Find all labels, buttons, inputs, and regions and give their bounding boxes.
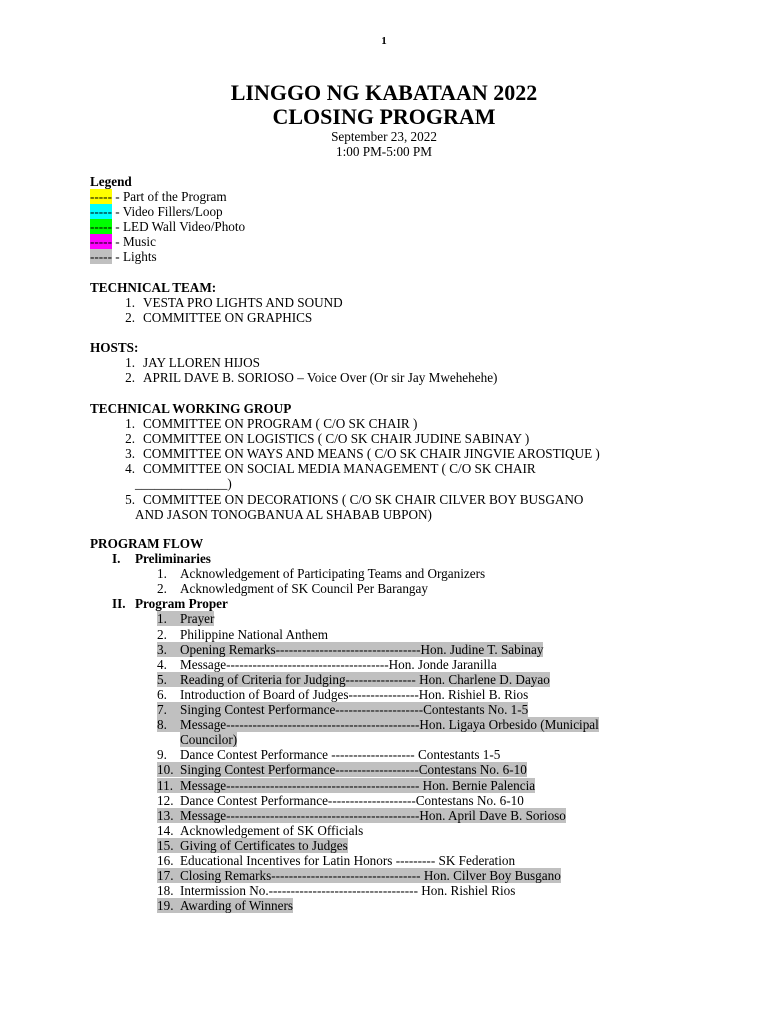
section-heading (90, 551, 768, 566)
program-item-text: Singing Contest Performance-------------------Contestans No. 6-10 (180, 762, 527, 778)
list-item: 2. APRIL DAVE B. SORIOSO – Voice Over (Or sir Jay Mwehehehe) (125, 370, 498, 386)
section-heading (90, 596, 768, 611)
program-item-text: Dance Contest Performance ------------------- Contestants 1-5 (180, 747, 501, 763)
legend-label: - Music (111, 234, 156, 250)
program-item: 2. Philippine National Anthem (157, 626, 328, 642)
event-time: 1:00 PM-5:00 PM (336, 144, 432, 159)
program-item: 16. Educational Incentives for Latin Honors --------- SK Federation (157, 852, 516, 868)
list-item: 1. VESTA PRO LIGHTS AND SOUND (125, 295, 343, 311)
event-date: September 23, 2022 (331, 129, 437, 144)
list-item: 2. COMMITTEE ON GRAPHICS (125, 310, 313, 326)
hosts-heading: HOSTS: (90, 340, 139, 355)
program-item: 13. Message--------------------------------------------Hon. April Dave B. Sorioso (157, 807, 566, 823)
list-item-text: COMMITTEE ON PROGRAM ( C/O SK CHAIR ) (143, 416, 418, 432)
program-item-text: Introduction of Board of Judges----------------Hon. Rishiel B. Rios (180, 686, 529, 702)
program-item: 5. Reading of Criteria for Judging---------------- Hon. Charlene D. Dayao (157, 671, 550, 687)
legend-item (90, 189, 768, 204)
legend-swatch-green: ----- (90, 219, 112, 235)
program-item: 4. Message-------------------------------------Hon. Jonde Jaranilla (157, 656, 497, 672)
list-item-text: VESTA PRO LIGHTS AND SOUND (143, 295, 343, 311)
legend-swatch-gray: ----- (90, 249, 112, 265)
program-item: 11. Message-------------------------------------------- Hon. Bernie Palencia (157, 777, 536, 793)
program-item-text: Reading of Criteria for Judging---------------- Hon. Charlene D. Dayao (180, 671, 550, 687)
section-numeral: I. (112, 551, 121, 567)
program-item-text: Acknowledgement of SK Officials (180, 822, 364, 838)
list-item-text: COMMITTEE ON DECORATIONS ( C/O SK CHAIR CILVER BOY BUSGANO (143, 491, 584, 507)
program-flow-heading: PROGRAM FLOW (90, 536, 204, 551)
legend (90, 174, 768, 265)
list-item: 4. COMMITTEE ON SOCIAL MEDIA MANAGEMENT ( C/O SK CHAIR (125, 461, 536, 477)
program-item: 6. Introduction of Board of Judges----------------Hon. Rishiel B. Rios (157, 686, 529, 702)
list-item-continuation: AND JASON TONOGBANUA AL SHABAB UBPON) (135, 506, 432, 522)
list-item-text: COMMITTEE ON GRAPHICS (143, 310, 313, 326)
list-item: 5. COMMITTEE ON DECORATIONS ( C/O SK CHAIR CILVER BOY BUSGANO (125, 491, 584, 507)
program-item: 18. Intermission No.---------------------------------- Hon. Rishiel Rios (157, 883, 516, 899)
program-item: 8. Message--------------------------------------------Hon. Ligaya Orbesido (Municipal (157, 717, 599, 733)
program-item-continuation-text: Councilor) (180, 732, 238, 748)
program-item: 14. Acknowledgement of SK Officials (157, 822, 364, 838)
title-line-2: CLOSING PROGRAM (272, 104, 496, 129)
list-item: 1. JAY LLOREN HIJOS (125, 355, 260, 371)
program-item: 9. Dance Contest Performance ------------------- Contestants 1-5 (157, 747, 501, 763)
page-number: 1 (381, 35, 387, 47)
list-item-text: COMMITTEE ON WAYS AND MEANS ( C/O SK CHAIR JINGVIE AROSTIQUE ) (143, 446, 600, 462)
legend-heading: Legend (90, 174, 132, 189)
legend-swatch-magenta: ----- (90, 234, 112, 250)
list-item: 1. COMMITTEE ON PROGRAM ( C/O SK CHAIR ) (125, 416, 418, 432)
program-item-text: Message--------------------------------------------Hon. April Dave B. Sorioso (180, 807, 566, 823)
legend-item (90, 219, 768, 234)
program-item-text: Giving of Certificates to Judges (180, 837, 348, 853)
program-item-text: Message-------------------------------------Hon. Jonde Jaranilla (180, 656, 497, 672)
program-item: 1. Acknowledgement of Participating Teams and Organizers (157, 566, 486, 582)
program-item-text: Closing Remarks---------------------------------- Hon. Cilver Boy Busgano (180, 868, 561, 884)
technical-team-heading: TECHNICAL TEAM: (90, 280, 217, 295)
section-title: Preliminaries (135, 551, 211, 567)
program-item: 15. Giving of Certificates to Judges (157, 837, 348, 853)
list-item-continuation: ______________) (135, 476, 232, 492)
program-item-continuation (90, 732, 768, 747)
legend-label: - Part of the Program (111, 189, 227, 205)
program-item: 7. Singing Contest Performance--------------------Contestants No. 1-5 (157, 702, 529, 718)
program-item: 12. Dance Contest Performance--------------------Contestans No. 6-10 (157, 792, 524, 808)
program-flow-section (90, 536, 768, 913)
legend-label: - Lights (111, 249, 157, 265)
list-item-text: COMMITTEE ON LOGISTICS ( C/O SK CHAIR JUDINE SABINAY ) (143, 431, 530, 447)
twg-heading: TECHNICAL WORKING GROUP (90, 401, 292, 416)
program-item-text: Philippine National Anthem (180, 626, 328, 642)
section-numeral: II. (112, 596, 126, 612)
program-item: 19. Awarding of Winners (157, 898, 294, 914)
title-line-1: LINGGO NG KABATAAN 2022 (230, 80, 538, 105)
legend-label: - Video Fillers/Loop (111, 204, 223, 220)
program-item-text: Prayer (180, 611, 215, 627)
program-item-text: Intermission No.---------------------------------- Hon. Rishiel Rios (180, 883, 516, 899)
list-item-text: APRIL DAVE B. SORIOSO – Voice Over (Or sir Jay Mwehehehe) (143, 370, 498, 386)
list-item-text: COMMITTEE ON SOCIAL MEDIA MANAGEMENT ( C/O SK CHAIR (143, 461, 536, 477)
section-title: Program Proper (135, 596, 228, 612)
list-item: 3. COMMITTEE ON WAYS AND MEANS ( C/O SK CHAIR JINGVIE AROSTIQUE ) (125, 446, 600, 462)
list-item-text: JAY LLOREN HIJOS (143, 355, 260, 371)
program-item-text: Message-------------------------------------------- Hon. Bernie Palencia (180, 777, 536, 793)
program-item: 3. Opening Remarks---------------------------------Hon. Judine T. Sabinay (157, 641, 544, 657)
legend-swatch-yellow: ----- (90, 189, 112, 205)
program-item-text: Message--------------------------------------------Hon. Ligaya Orbesido (Municipal (180, 717, 599, 733)
program-item: 10. Singing Contest Performance-------------------Contestans No. 6-10 (157, 762, 527, 778)
program-item-text: Acknowledgment of SK Council Per Barangay (180, 581, 428, 597)
program-item-text: Awarding of Winners (180, 898, 294, 914)
legend-swatch-cyan: ----- (90, 204, 112, 220)
program-item-text: Singing Contest Performance--------------------Contestants No. 1-5 (180, 702, 529, 718)
program-item-text: Dance Contest Performance--------------------Contestans No. 6-10 (180, 792, 524, 808)
hosts-section (90, 340, 768, 385)
twg-section (90, 401, 768, 522)
legend-item (90, 249, 768, 264)
program-item: 17. Closing Remarks---------------------------------- Hon. Cilver Boy Busgano (157, 868, 561, 884)
legend-item (90, 234, 768, 249)
program-item-text: Opening Remarks---------------------------------Hon. Judine T. Sabinay (180, 641, 544, 657)
program-item: 1. Prayer (157, 611, 215, 627)
legend-label: - LED Wall Video/Photo (111, 219, 246, 235)
program-item-text: Acknowledgement of Participating Teams and Organizers (180, 566, 486, 582)
program-item: 2. Acknowledgment of SK Council Per Barangay (157, 581, 428, 597)
program-item-text: Educational Incentives for Latin Honors --------- SK Federation (180, 852, 516, 868)
technical-team-section (90, 280, 768, 325)
list-item: 2. COMMITTEE ON LOGISTICS ( C/O SK CHAIR JUDINE SABINAY ) (125, 431, 530, 447)
legend-item (90, 204, 768, 219)
